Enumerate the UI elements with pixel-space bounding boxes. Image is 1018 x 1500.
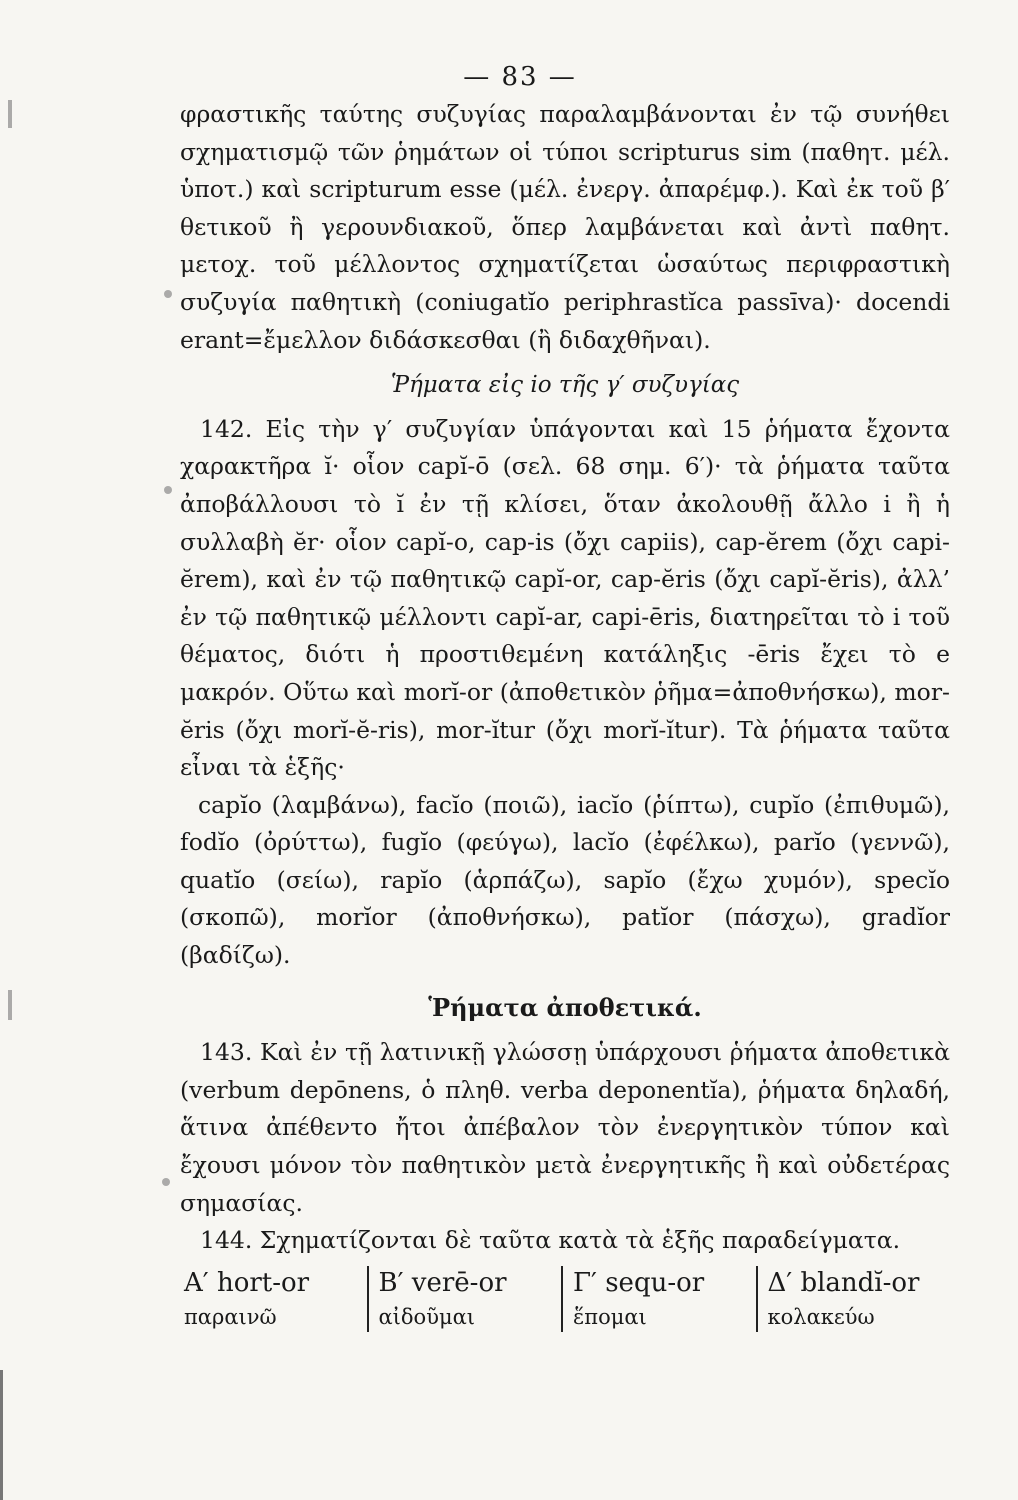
conjugation-head: Γ′ sequ-or — [573, 1267, 705, 1298]
conjugation-head: Α′ hort-or — [184, 1267, 310, 1298]
margin-mark — [164, 290, 172, 298]
conjugation-head: Β′ verē-or — [378, 1267, 507, 1298]
conjugation-gloss: κολακεύω — [767, 1304, 875, 1329]
paragraph-142: 142. Εἰς τὴν γ′ συζυγίαν ὑπάγονται καὶ 15 ῥήματα ἔχοντα χαρακτῆρα ĭ· οἷον capĭ-ō (σελ. 68 σημ. 6′)· τὰ ῥήματα ταῦτα ἀποβάλλουσι τὸ ĭ ἐν τῇ κλίσει, ὅταν ἀκολουθῇ ἄλλο i ἢ ἡ συλλαβὴ ĕr· οἷον capĭ-o, cap-is (ὄχι capiis), cap-ĕrem (ὄχι capi-ĕrem), καὶ ἐν τῷ παθητικῷ capĭ-or, cap-ĕris (ὄχι capĭ-ĕris), ἀλλ’ ἐν τῷ παθητικῷ μέλλοντι capĭ-ar, capi-ēris, διατηρεῖται τὸ i τοῦ θέματος, διότι ἡ προστιθεμένη κατάληξις -ēris ἔχει τὸ e μακρόν. Οὕτω καὶ morĭ-or (ἀποθετικὸν ῥῆμα=ἀποθνήσκω), mor-ĕris (ὄχι morĭ-ĕ-ris), mor-ĭtur (ὄχι morĭ-ĭtur). Τὰ ῥήματα ταῦτα εἶναι τὰ ἑξῆς· — [180, 414, 950, 782]
conjugation-column — [367, 1266, 562, 1332]
conjugation-column — [756, 1266, 951, 1332]
verb-list-142: capĭo (λαμβάνω), facĭo (ποιῶ), iacĭo (ῥίπτω), cupĭo (ἐπιθυμῶ), fodĭo (ὀρύττω), fugĭo (φεύγω), lacĭo (ἐφέλκω), parĭo (γεννῶ), quatĭo (σείω), rapĭo (ἁρπάζω), sapĭo (ἔχω χυμόν), specĭo (σκοπῶ), morĭor (ἀποθνήσκω), patĭor (πάσχω), gradĭor (βαδίζω). — [180, 790, 950, 970]
margin-mark — [164, 486, 172, 494]
paragraph-continuation: φραστικῆς ταύτης συζυγίας παραλαμβάνονται ἐν τῷ συνήθει σχηματισμῷ τῶν ῥημάτων οἱ τύποι scripturus sim (παθητ. μέλ. ὑποτ.) καὶ scripturum esse (μέλ. ἐνεργ. ἀπαρέμφ.). Καὶ ἐκ τοῦ β′ θετικοῦ ἢ γερουνδιακοῦ, ὅπερ λαμβάνεται καὶ ἀντὶ παθητ. μετοχ. τοῦ μέλλοντος σχηματίζεται ὡσαύτως περιφραστικὴ συζυγία παθητικὴ (coniugatĭo periphrastĭca passīva)· docendi erant=ἔμελλον διδάσκεσθαι (ἢ διδαχθῆναι). — [180, 100, 950, 354]
conjugation-head: Δ′ blandĭ-or — [767, 1267, 920, 1298]
paragraph-143: 143. Καὶ ἐν τῇ λατινικῇ γλώσσῃ ὑπάρχουσι ῥήματα ἀποθετικὰ (verbum depōnens, ὁ πληθ. verba deponentĭa), ῥήματα δηλαδή, ἅτινα ἀπέθεντο ἤτοι ἀπέβαλον τὸν ἐνεργητικὸν τύπον καὶ ἔχουσι μόνον τὸν παθητικὸν μετὰ ἐνεργητικῆς ἢ καὶ οὐδετέρας σημασίας. — [180, 1038, 950, 1217]
section-heading-deponent-verbs: Ῥήματα ἀποθετικά. — [428, 992, 702, 1022]
conjugation-table — [180, 1266, 950, 1332]
conjugation-column — [180, 1266, 367, 1332]
binding-edge — [0, 1370, 3, 1500]
conjugation-column — [561, 1266, 756, 1332]
margin-mark — [162, 1178, 170, 1186]
conjugation-gloss: ἕπομαι — [573, 1304, 647, 1329]
main-text — [180, 96, 950, 1332]
conjugation-gloss: παραινῶ — [184, 1304, 277, 1329]
section-heading-io-verbs: Ῥήματα εἰς io τῆς γ′ συζυγίας — [390, 372, 740, 399]
margin-mark — [8, 100, 12, 128]
conjugation-gloss: αἰδοῦμαι — [378, 1304, 476, 1329]
margin-mark — [8, 990, 12, 1020]
paragraph-144: 144. Σχηματίζονται δὲ ταῦτα κατὰ τὰ ἑξῆς παραδείγματα. — [200, 1226, 901, 1255]
page-number: — 83 — — [463, 62, 577, 92]
